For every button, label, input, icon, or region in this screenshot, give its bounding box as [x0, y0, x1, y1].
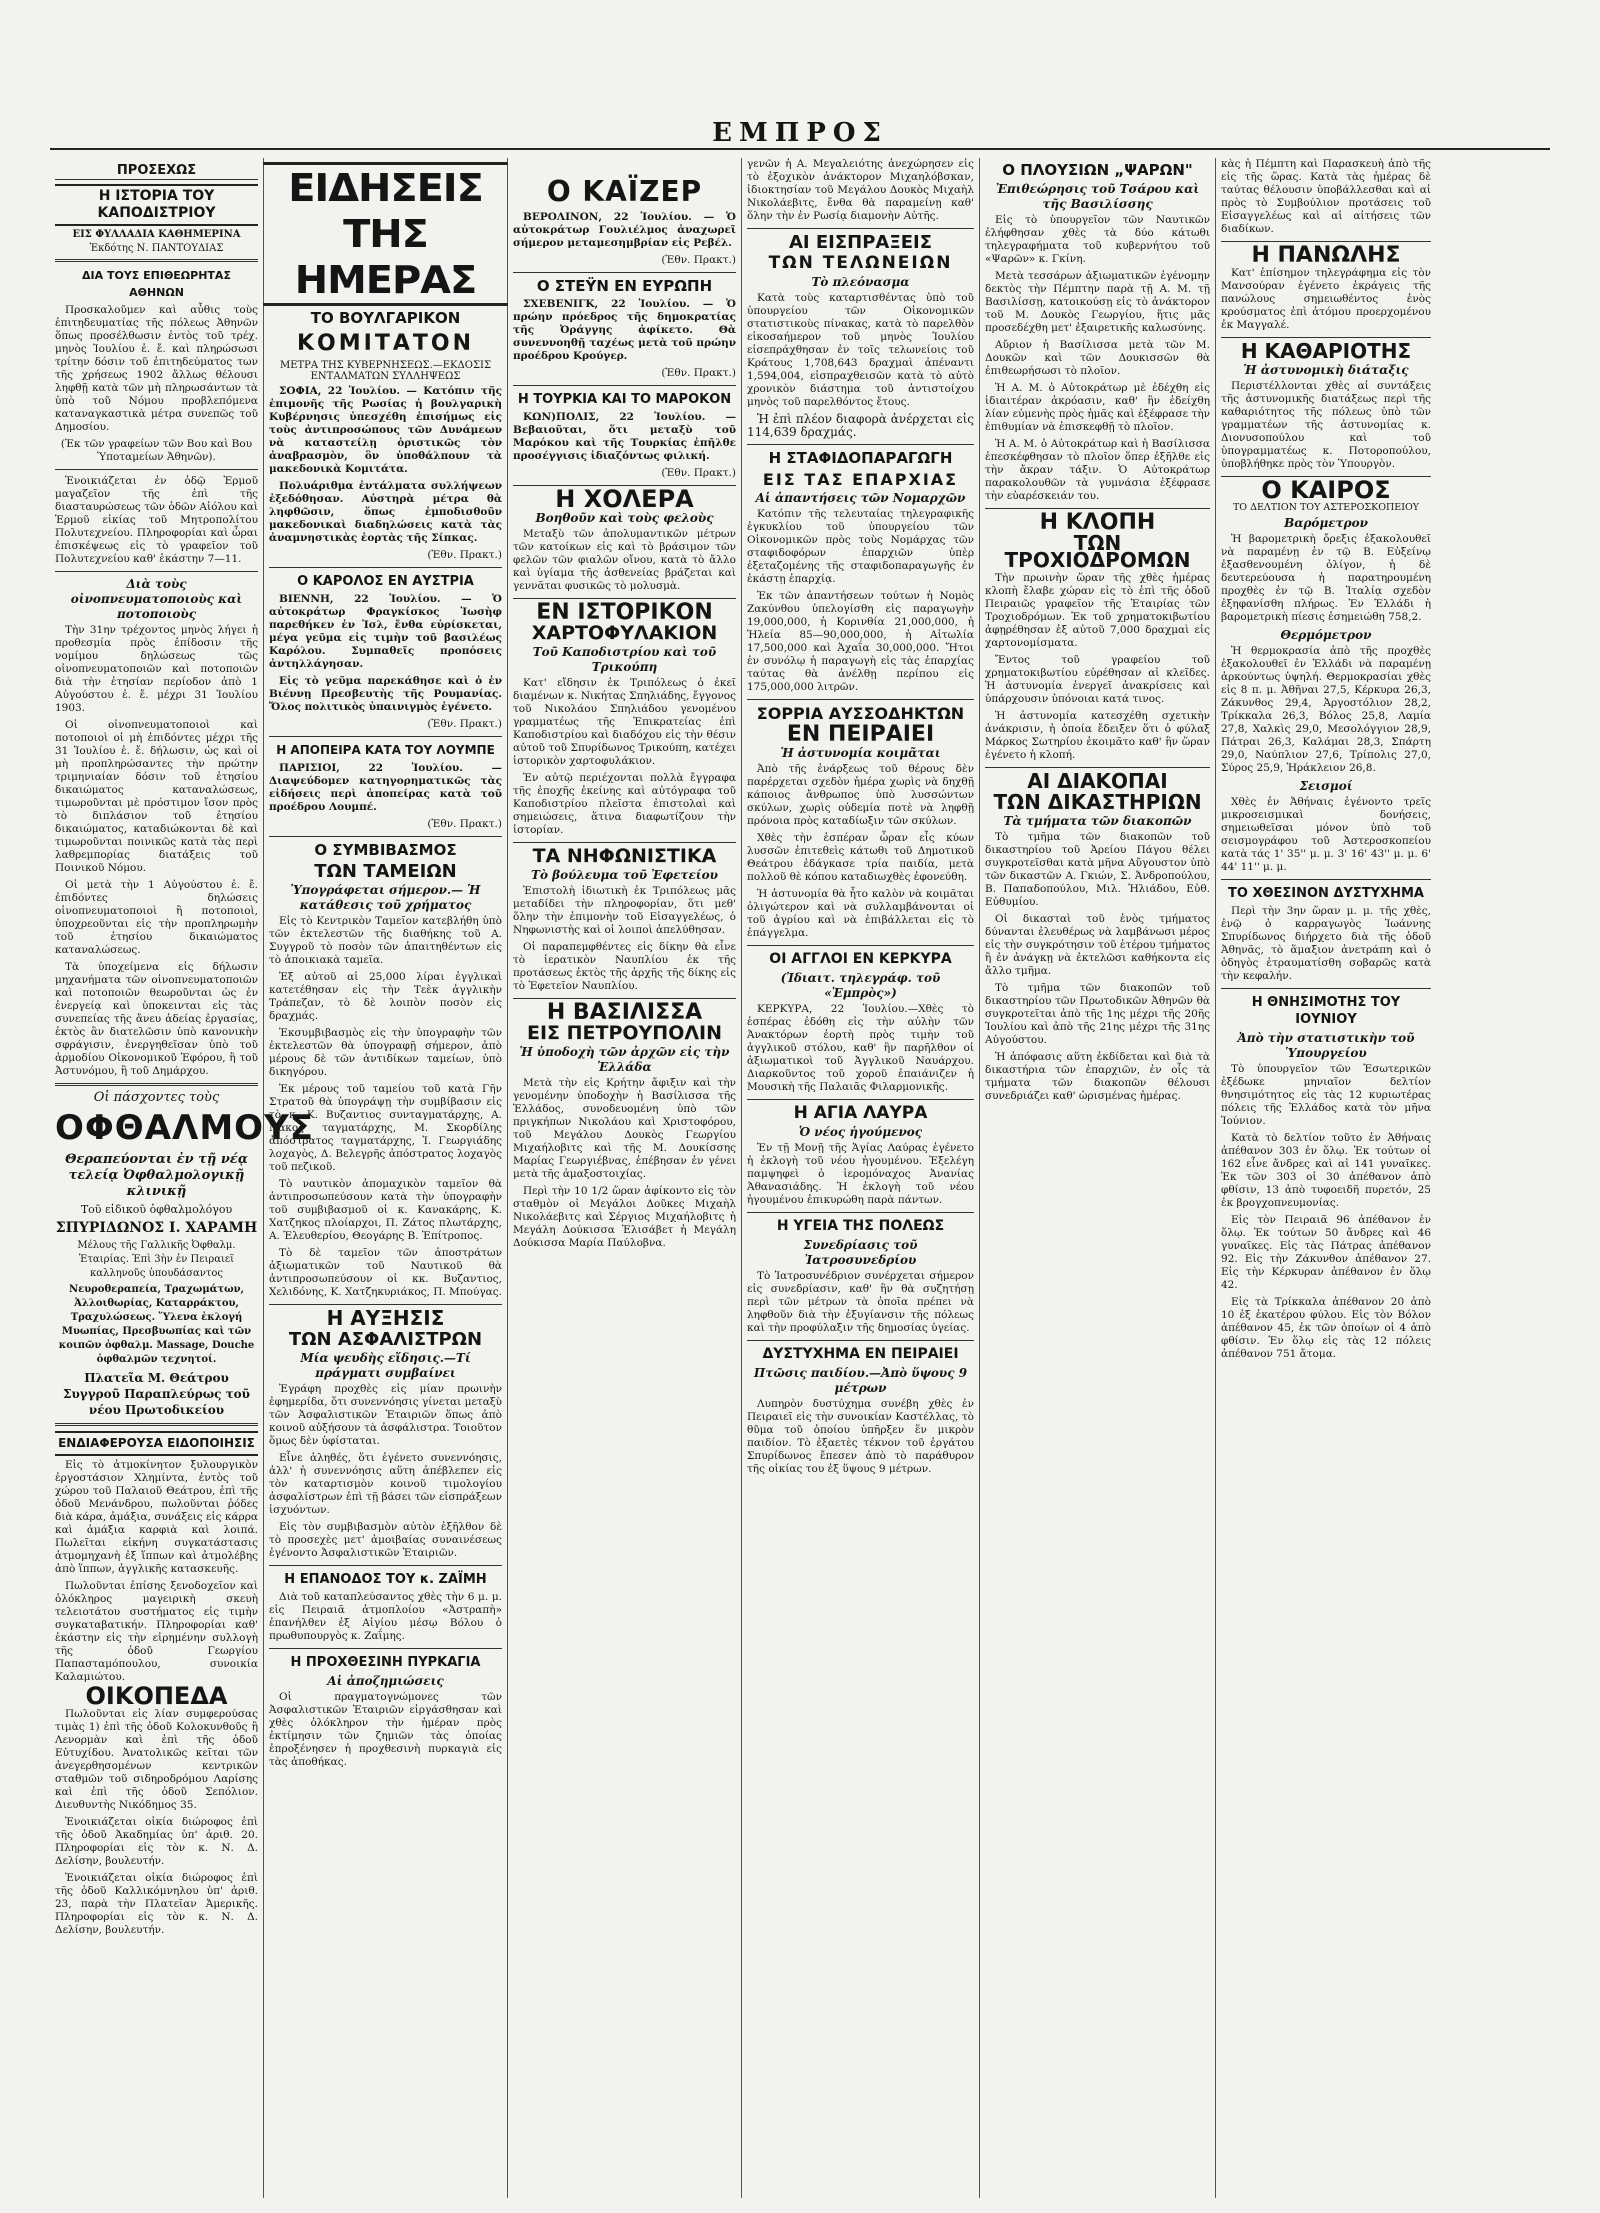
thnisimotis-body-4: Εἰς τὰ Τρίκκαλα ἀπέθανον 20 ἀπὸ 10 ἐξ ἑκατέρου φύλου. Εἰς τὸν Βόλον ἀπέθανον 45, ἐκ τῶν ὁποίων οἱ 4 ἀπὸ φθίσιν. Ἐν ὅλῳ εἰς τὰς 12 πόλεις ἀπέθανον 751 ἄτομα. — [1221, 1296, 1431, 1360]
symbivasmos-title: ΤΩΝ ΤΑΜΕΙΩΝ — [314, 861, 457, 882]
eisprakseis-body: Κατὰ τοὺς καταρτισθέντας ὑπὸ τοῦ ὑπουργείου τῶν Οἰκονομικῶν στατιστικοὺς πίνακας, κατὰ τὸ παρελθὸν εἰκοσαήμερον τοῦ μηνὸς Ἰουλίου εἰσεπράχθησαν ἐν τοῖς τελωνείοις τοῦ Κράτους 1,708,643 δραχμαὶ ἀπέναντι 1,594,004, εἰσπραχθεισῶν κατὰ τὸ αὐτὸ χρονικὸν διάστημα τοῦ ἀντιστοίχου μηνὸς τοῦ παρελθόντος ἔτους. — [747, 292, 974, 408]
tourkia-body: ΚΩΝ)ΠΟΛΙΣ, 22 Ἰουλίου. — Βεβαιοῦται, ὅτι μεταξὺ τοῦ Μαρόκου καὶ τῆς Τουρκίας ἐπῆλθε προσέγγισις ἰδιαζόντως φιλική. — [513, 411, 736, 462]
kaizer-sign: (Ἐθν. Πρακτ.) — [661, 254, 736, 266]
komitaton-sub: ΜΕΤΡΑ ΤΗΣ ΚΥΒΕΡΝΗΣΕΩΣ.—ΕΚΔΟΣΙΣ ΕΝΤΑΛΜΑΤΩΝ ΣΥΛΛΗΨΕΩΣ — [279, 360, 492, 382]
column-2 — [264, 158, 508, 2198]
diakopai-body-2: Οἱ δικασταὶ τοῦ ἑνὸς τμήματος δύνανται ἐλευθέρως νὰ λαμβάνωσι μέρος εἰς τὴν συγκρότησιν τοῦ ἑτέρου τμήματος ἢ ἐν ἀνάγκῃ νὰ ἐκτελῶσι καθήκοντα εἰς ἄλλο τμῆμα. — [985, 913, 1210, 977]
masthead — [50, 118, 1550, 150]
stafida-sub: Αἱ ἀπαντήσεις τῶν Νομαρχῶν — [755, 491, 966, 505]
oinopneuma-body: Τὴν 31ην τρέχοντος μηνὸς λήγει ἡ προθεσμία πρὸς ἐπίδοσιν τῆς νομίμου δηλώσεως τῶς οἰνοπνευματοποιῶν καὶ ποτοποιῶν διὰ τὴν ἐτησίαν περίοδον ἀπὸ 1 Αὐγούστου ἐ. ἔ. μέχρι 31 Ἰουλίου 1903. — [55, 624, 258, 714]
nifonistika-title: ΤΑ ΝΗΦΩΝΙΣΤΙΚΑ — [532, 845, 717, 867]
afxisis-pre: Η ΑΥΞΗΣΙΣ — [326, 1306, 445, 1330]
epitheoresis-sign: (Ἐκ τῶν γραφείων τῶν Βου καὶ Βου Ὑποταμείων Ἀθηνῶν). — [60, 438, 253, 463]
symbivasmos-body: Εἰς τὸ Κεντρικὸν Ταμεῖον κατεβλήθη ὑπὸ τῶν ἐκτελεστῶν τῆς διαθήκης τοῦ Α. Συγγροῦ τὸ ποσὸν τῶν ἀπαιτηθέντων εἰς τὸ ἀποικιακὰ ταμεῖα. — [269, 915, 502, 966]
sorria-sub: Ἡ ἀστυνομία κοιμᾶται — [780, 746, 941, 760]
cholera-sub: Βοηθοῦν καὶ τοὺς φελοὺς — [535, 511, 714, 525]
ophth-desc: Μέλους τῆς Γαλλικῆς Ὀφθαλμ. Ἑταιρίας. Ἐπὶ 3ὴν ἐν Πειραιεῖ καλληνοῦς ὑπουδάσαντος — [77, 1240, 236, 1279]
istorikon-sub: Τοῦ Καποδιστρίου καὶ τοῦ Τρικούπη — [532, 645, 717, 674]
karolos-body: ΒΙΕΝΝΗ, 22 Ἰουλίου. — Ὁ αὐτοκράτωρ Φραγκίσκος Ἰωσὴφ παρεθήκεν ἐν Ἰσλ, ἔνθα εὑρίσκεται, μέγα γεῦμα εἰς τιμὴν τοῦ βασιλέως Καρόλου. Συμπαθεῖς προπόσεις ἀντηλλάγησαν. — [269, 593, 502, 670]
sorria-body-3: Ἡ ἀστυνομία θὰ ἦτο καλὸν νὰ κοιμᾶται ὀλιγώτερον καὶ νὰ συλλαμβάνονται οἱ τοῦ ἀγρίου καὶ νὰ ἐπιβάλλεται εἰς τὸ ἐπάγγελμα. — [747, 888, 974, 939]
symbivasmos-pre: Ο ΣΥΜΒΙΒΑΣΜΟΣ — [314, 841, 457, 859]
nifonistika-body: Ἐπιστολὴ ἰδιωτικὴ ἐκ Τριπόλεως μᾶς μεταδίδει τὴν πληροφορίαν, ὅτι μεθ' ὅλην τὴν ἐπιμονὴν τοῦ Εἰσαγγελέως, ὁ Νηφωνιστὴς καὶ οἱ λοιποὶ ἀπελύθησαν. — [513, 885, 736, 936]
pyrkagia-title: Η ΠΡΟΧΘΕΣΙΝΗ ΠΥΡΚΑΓΙΑ — [290, 1655, 481, 1670]
kairos-barometer-head: Βαρόμετρον — [1284, 516, 1368, 530]
eidopoiiseis-body-2: Πωλοῦνται ἐπίσης ξενοδοχεῖον καὶ ὁλόκληρος μαγειρικὴ σκευὴ τελειοτάτου συστήματος εἰς τιμὴν συγκαταβατικήν. Πληροφορίαι καθ' ἑκάστην εἰς τὴν εἰρημένην συλλογὴ τῆς ὁδοῦ Γεωργίου Παπασταμόπουλου, συνοικία Καλαμιώτου. — [55, 1580, 258, 1683]
kairos-thermometer-head: Θερμόμετρον — [1280, 628, 1372, 642]
column-6 — [1216, 158, 1436, 2198]
mikh-body: γενῶν ἡ Α. Μεγαλειότης ἀνεχώρησεν εἰς τὸ ἐξοχικὸν ἀνάκτορον Μιχαηλόβσκαν, ἰδιοκτησίαν τοῦ Μεγάλου Δουκὸς Μιχαὴλ Νικολάεβιτς, ἔνθα θὰ παραμείνῃ καθ' ὅλην τὴν ἐν Ρωσίᾳ διαμονὴν Αὐτῆς. — [747, 158, 974, 222]
oikopeda-title: ΟΙΚΟΠΕΔΑ — [85, 1682, 228, 1710]
symbivasmos-body-2: Ἐξ αὐτοῦ αἱ 25,000 λίραι ἐγγλικαὶ κατετέθησαν εἰς τὴν Τεὲκ ἀγγλικὴν Τράπεζαν, τὸ δὲ λοιπὸν ποσὸν εἰς δραχμάς. — [269, 971, 502, 1022]
komitaton-body-2: Πολυάριθμα ἐντάλματα συλλήψεων ἐξεδόθησαν. Αὐστηρὰ μέτρα θὰ ληφθῶσιν, ὅπως ἐμποδισθοῦν μακεδονικαὶ διαδηλώσεις κατὰ τὰς ἀναμνηστικὰς ἑορτὰς τῆς Σίπκας. — [269, 480, 502, 544]
kaizer-title: Ο ΚΑΪΖΕΡ — [546, 175, 703, 208]
apopeira-sign: (Ἐθν. Πρακτ.) — [427, 818, 502, 830]
col6-top-body: κὰς ἡ Πέμπτη καὶ Παρασκευὴ ἀπὸ τῆς εἰς τῆς ὥρας. Κατὰ τὰς ἡμέρας δὲ ταύτας θέλουσιν ὑποβάλλεσθαι καὶ αἱ πρὸς τὸ Συμβούλιον προτάσεις τοῦ Εἰσαγγελέως καὶ αἱ αἰτήσεις τῶν διαδίκων. — [1221, 158, 1431, 235]
lavra-title: Η ΑΓΙΑ ΛΑΥΡΑ — [793, 1103, 928, 1123]
diakopai-body-4: Ἡ ἀπόφασις αὕτη ἐκδίδεται καὶ διὰ τὰ δικαστήρια τῶν ἐπαρχιῶν, ἐν οἷς τὰ τμήματα τῶν διακοπῶν θέλουσι συνεδριάζει καθ' ὡρισμένας ἡμέρας. — [985, 1051, 1210, 1102]
kapodistria-author: Ἐκδότης Ν. ΠΑΝΤΟΥΔΙΑΣ — [89, 243, 224, 254]
oinopneuma-body-4: Τὰ ὑποχείμενα εἰς δήλωσιν μηχανήματα τῶν οἰνοπνευματοποιῶν καὶ ποτοποιῶν θεωροῦνται ὡς ἐν ἐνεργείᾳ καὶ ὑποκεινται εἰς τὰς συνεπείας τῆς ἄνευ ἀδείας ἐργασίας, ἐκτὸς ἂν διατελῶσιν ὑπὸ κανονικὴν σφράγισιν, ἐνεργηθεῖσαν ὑπὸ τοῦ ἁρμοδίου Οἰκονομικοῦ Ἐφόρου, ἢ τοῦ Ἀστυνόμου, ἢ τοῦ Δημάρχου. — [55, 961, 258, 1077]
thnisimotis-title: Η ΘΝΗΣΙΜΟΤΗΣ ΤΟΥ ΙΟΥΝΙΟΥ — [1251, 995, 1401, 1027]
diakopai-title: ΤΩΝ ΔΙΚΑΣΤΗΡΙΩΝ — [993, 790, 1202, 814]
sorria-pre: ΣΟΡΡΙΑ ΑΥΣΣΟΔΗΚΤΩΝ — [756, 704, 965, 723]
tameion-body-3: Τὸ δὲ ταμεῖον τῶν ἀποστράτων ἀξιωματικῶν τοῦ Ναυτικοῦ θὰ ἀντιπροσωπεύσουν οἱ κκ. Βυζαντιος, Χελιδόνης, Κ. Χατζηκυριάκος, Π. Μπούγας. — [269, 1247, 502, 1298]
thnisimotis-body: Τὸ ὑπουργεῖον τῶν Ἐσωτερικῶν ἐξέδωκε μηνιαῖον δελτίον θνησιμότητος εἰς τὰς 12 κυριωτέρας πόλεις τῆς Ἑλλάδος κατὰ τὸν μῆνα Ἰούνιον. — [1221, 1063, 1431, 1127]
vasilissa-body: Μετὰ τὴν εἰς Κρήτην ἄφιξιν καὶ τὴν γενομένην ὑποδοχὴν ἡ Βασίλισσα τῆς Ἑλλάδος, συνοδευομένη ὑπὸ τῶν πριγκήπων Νικολάου καὶ Χριστοφόρου, τοῦ Μεγάλου Δουκὸς Γεωργίου Μιχαήλοβιτς καὶ τῆς Μ. Δουκίσσης Μαρίας Γεωργιέβνας, ἐπέβησαν ἐν γένει μετὰ τῆς ἀμαξοστοιχίας. — [513, 1077, 736, 1180]
oinopneuma-body-3: Οἱ μετὰ τὴν 1 Αὐγούστου ἐ. ἔ. ἐπιδόντες δηλώσεις οἰνοπνευματοποιοὶ ἢ ποτοποιοὶ, ὑποχρεοῦνται εἰς τὴν προπληρωμὴν τοῦ ἐτησίου δικαιώματος καταναλώσεως. — [55, 879, 258, 956]
newspaper-columns — [50, 158, 1550, 2198]
column-5 — [980, 158, 1216, 2198]
ygeia-sub: Συνεδρίασις τοῦ Ἰατροσυνεδρίου — [803, 1238, 918, 1267]
agglos-sub: (Ἰδιαιτ. τηλεγράφ. τοῦ «Ἐμπρὸς») — [780, 971, 941, 1000]
sorria-title: ΕΝ ΠΕΙΡΑΙΕΙ — [786, 722, 935, 747]
agglos-body: ΚΕΡΚΥΡΑ, 22 Ἰουλίου.—Χθὲς τὸ ἑσπέρας ἐδόθη εἰς τὴν αὐλὴν τῶν Ἀνακτόρων ἐορτὴ πρὸς τιμὴν τοῦ ἀγγλικοῦ στόλου, καθ' ἣν παρῆλθον οἱ ἀξιωματικοὶ τοῦ Ἀγγλικοῦ Ναυάρχου. Διαρκοῦντος τοῦ χοροῦ ἐπαιάνιζεν ἡ Μουσικὴ τῆς Παλαιᾶς Φιλαρμονικῆς. — [747, 1003, 974, 1093]
kapodistria-title: Η ΙΣΤΟΡΙΑ ΤΟΥ ΚΑΠΟΔΙΣΤΡΙΟΥ — [55, 184, 258, 226]
kairos-seismoi-body: Χθὲς ἐν Ἀθήναις ἐγένοντο τρεῖς μικροσεισμικαὶ δονήσεις, σημειωθεῖσαι μόνον ὑπὸ τοῦ σεισμογράφου τοῦ Ἀστεροσκοπείου κατὰ τάς 1' 35'' μ. μ. 3' 16' 43'' μ. μ. 6' 44' 11'' μ. μ. — [1221, 796, 1431, 873]
ophth-sub: Θεραπεύονται ἐν τῇ νέᾳ τελείᾳ Ὀφθαλμολογικῇ κλινικῇ — [65, 1152, 248, 1199]
thnisimotis-body-3: Εἰς τὸν Πειραιᾶ 96 ἀπέθανον ἐν ὅλῳ. Ἐκ τούτων 50 ἄνδρες καὶ 46 γυναῖκες. Εἰς τὰς Πάτρας ἀπέθανον 92. Εἰς τὴν Ζάκυνθον ἀπέθανον 27. Εἰς τὴν Κέρκυραν ἀπέθανον ἐν ὅλῳ 42. — [1221, 1214, 1431, 1291]
komitaton-title: ΚΟΜΙΤΑΤΟΝ — [297, 331, 474, 356]
kairos-barometer-body: Ἡ βαρομετρικὴ ὄρεξις ἐξακολουθεῖ νὰ παραμένῃ ἐν τῷ Β. Εὐξείνῳ ἐξασθενουμένη ὀλίγον, ἡ δὲ δευτερεύουσα ἡ παρατηρουμένη προχθὲς ἐν τῷ Β. Ἰταλίᾳ σχεδὸν ἐξηφανίσθη πλήρως. Ἐν Ἑλλάδι ἡ βαρομετρικὴ πίεσις ἐσημειώθη 758,2. — [1221, 533, 1431, 623]
karolos-title: Ο ΚΑΡΟΛΟΣ ΕΝ ΑΥΣΤΡΙΑ — [297, 574, 474, 589]
ophth-pre: Οἱ πάσχοντες τοὺς — [93, 1090, 220, 1105]
stafida-body: Κατόπιν τῆς τελευταίας τηλεγραφικῆς ἐγκυκλίου τοῦ ὑπουργείου τῶν Οἰκονομικῶν πρὸς τοὺς Νομάρχας τῶν σταφιδοφόρων ἐπαρχιῶν ὑπὲρ ἐξεταζομένης τῆς σταφιδοπαραγωγῆς ἐν ἑκάστῃ ἐπαρχίᾳ. — [747, 508, 974, 585]
epanodos-title: Η ΕΠΑΝΟΔΟΣ ΤΟΥ κ. ΖΑΪΜΗ — [284, 1572, 487, 1587]
column-4 — [742, 158, 980, 2198]
dystychima2-title: ΤΟ ΧΘΕΣΙΝΟΝ ΔΥΣΤΥΧΗΜΑ — [1228, 886, 1424, 901]
column-1 — [50, 158, 314, 2198]
epanodos-body: Διὰ τοῦ καταπλεύσαντος χθὲς τὴν 6 μ. μ. εἰς Πειραιᾶ ἀτμοπλοίου «Ἀστραπὴ» ἐπανήλθεν ἐξ Αἰγίου μέσῳ Βόλου ὁ πρωθυπουργὸς κ. Ζαΐμης. — [269, 1591, 502, 1642]
tameion-body-2: Τὸ ναυτικὸν ἀπομαχικὸν ταμεῖον θὰ ἀντιπροσωπεύσουν κατὰ τὴν ὑπογραφὴν τοῦ συμβιβασμοῦ οἱ κ. Κανακάρης, Κ. Χατζηκος πλοίαρχοι, Π. Ζάτος πλωτάρχης, Α. Ἐλευθερίου, Θεογάρης Β. Ἐπίτροπος. — [269, 1178, 502, 1242]
steyn-sign: (Ἐθν. Πρακτ.) — [661, 367, 736, 379]
steyn-body: ΣΧΕΒΕΝΙΓΚ, 22 Ἰουλίου. — Ὁ πρώην πρόεδρος τῆς δημοκρατίας τῆς Ὀράγγης ἀφίκετο. Θὰ συνεννοηθῇ ταχέως μετὰ τοῦ πρώην προέδρου Κρούγερ. — [513, 298, 736, 362]
symbivasmos-sub: Ὑπογράφεται σήμερον.— Ἡ κατάθεσις τοῦ χρήματος — [290, 883, 481, 912]
istorikon-title: ΧΑΡΤΟΦΥΛΑΚΙΟΝ — [531, 622, 718, 644]
ophth-services: Νευροθεραπεία, Τραχωμάτων, Ἀλλοιθωρίας, Καταρράκτου, Τραχυλώσεως. Ὕλενα ἐκλογή Μυωπίας, Πρεσβυωπίας καὶ τῶν κοιπῶν ὀφθαλμ. Massage, Douche ὀφθαλμῶν τεχνητοί. — [58, 1284, 255, 1365]
oinopneuma-body-2: Οἱ οἰνοπνευματοποιοὶ καὶ ποτοποιοὶ οἱ μὴ ἐπιδόντες μέχρι τῆς 31 Ἰουλίου ἐ. ἔ. δήλωσιν, ὡς καὶ οἱ μὴ προπληρώσαντες τὴν πρώτην τριμηνιαίαν δόσιν τοῦ ἐτησίου δικαιώματος καταναλώσεως, τιμωροῦνται μὲ πρόστιμον ἴσον πρὸς τὸ διπλάσιον τοῦ ἐτησίου δικαιώματος, καταδιώκονται δὲ καὶ τιμωροῦνται ποινικῶς κατὰ τὰς περὶ λαθρεμπορίας διατάξεις τοῦ Ποινικοῦ Νόμου. — [55, 719, 258, 874]
dystychima-title: ΔΥΣΤΥΧΗΜΑ ΕΝ ΠΕΙΡΑΙΕΙ — [762, 1346, 959, 1362]
stafida-pre: Η ΣΤΑΦΙΔΟΠΑΡΑΓΩΓΗ — [768, 449, 953, 467]
plousion-body-2: Μετὰ τεσσάρων ἀξιωματικῶν ἐγένομην δεκτὸς τὴν Πέμπτην παρὰ τῇ Α. Μ. τῇ Βασιλίσσῃ, κατοικούσῃ εἰς τὸ ἀνάκτορον τοῦ Μ. Δουκὸς Γεωργίου, ἥτις μᾶς προσεδέχθη μετ' ἐξαιρετικῆς καλωσύνης. — [985, 270, 1210, 334]
kopi-body-2: Ἔντος τοῦ γραφείου τοῦ χρηματοκιβωτίου εὑρέθησαν αἱ κλεῖδες. Ἡ ἀστυνομία ἐνεργεῖ ἀνακρίσεις καὶ ὑπάρχουσιν ὑπόνοιαι κατά τινος. — [985, 654, 1210, 705]
apopeira-title: Η ΑΠΟΠΕΙΡΑ ΚΑΤΑ ΤΟΥ ΛΟΥΜΠΕ — [276, 743, 495, 757]
dystychima-sub: Πτῶσις παιδίου.—Ἀπὸ ὕψους 9 μέτρων — [753, 1366, 968, 1395]
dystychima-body: Λυπηρὸν δυστύχημα συνέβη χθὲς ἐν Πειραιεῖ εἰς τὴν συνοικίαν Καστέλλας, τὸ θῦμα τοῦ ὁποίου ὑπῆρξεν ἕν μικρὸν παιδίον. Τὸ ἐξαετὲς τέκνον τοῦ ἐργάτου Σπυρίδωνος ἔπεσεν ἀπὸ τὸ παράθυρον τῆς οἰκίας του ἐξ ὕψους 9 μέτρων. — [747, 1398, 974, 1475]
thnisimotis-body-2: Κατὰ τὸ δελτίον τοῦτο ἐν Ἀθήναις ἀπέθανον 303 ἐν ὅλῳ. Ἐκ τούτων οἱ 162 εἶνε ἄνδρες καὶ αἱ 141 γυναῖκες. Ἐκ τῶν 303 οἱ 30 ἀπέθανον ἀπὸ φθίσιν, 13 ἀπὸ τυφοειδῆ πυρετόν, 25 ἐκ βρογχοπνευμονίας. — [1221, 1132, 1431, 1209]
ophth-of: Τοῦ εἰδικοῦ ὀφθαλμολόγου — [80, 1203, 233, 1216]
eisprakseis-title: ΤΩΝ ΤΕΛΩΝΕΙΩΝ — [768, 253, 953, 273]
vasilissa-sub: Ἡ ὑποδοχὴ τῶν ἀρχῶν εἰς τὴν Ἑλλάδα — [519, 1045, 730, 1074]
afxisis-body-3: Εἰς τὸν συμβιβασμὸν αὐτὸν ἐξῆλθον δὲ τὸ προσεχὲς μετ' ἀμοιβαίας συναινέσεως ἐγένοντο Ἀσφαλιστικῶν Ἑταιριῶν. — [269, 1521, 502, 1559]
ophth-doctor: ΣΠΥΡΙΔΩΝΟΣ Ι. ΧΑΡΑΜΗ — [55, 1220, 258, 1236]
afxisis-body: Ἐγράφη προχθὲς εἰς μίαν πρωινὴν ἐφημερίδα, ὅτι συνεννόησις γίνεται μεταξὺ τῶν Ἀσφαλιστικῶν Ἑταιριῶν ὅπως ἀπὸ κοινοῦ αὐξήσουν τὰ ἀσφάλιστρα. Τοιοῦτον ὅμως δὲν ὑφίσταται. — [269, 1383, 502, 1447]
katharotis-body: Περιστέλλονται χθὲς αἱ συντάξεις τῆς ἀστυνομικῆς διατάξεως περὶ τῆς καθαριότητος τῆς πόλεως ὑπὸ τῶν γραμματέων τῆς ἀστυνομίας κ. Διονυσοπούλου καὶ τοῦ ὑπογραμματέως κ. Ποτοροπούλου, ὑποβλήθηκε πρὸς τὸν Ὑπουργὸν. — [1221, 380, 1431, 470]
cholera-body: Μεταξὺ τῶν ἀπολυμαντικῶν μέτρων τῶν κατοίκων εἰς καὶ τὸ βράσιμον τῶν φελῶν τῶν φιαλῶν οἴνου, κατὰ τὸ ἄλλο καὶ ὑγίαμα τῆς ἀσθενείας βράζεται καὶ γεννᾶται φυσικῶς τὸ μολυσμὰ. — [513, 528, 736, 592]
plousion-title: Ο ΠΛΟΥΣΙΩΝ „ΨΑΡΩΝ" — [1002, 161, 1193, 179]
kopi-title: ΤΩΝ ΤΡΟΧΙΟΔΡΟΜΩΝ — [1004, 531, 1191, 572]
tourkia-sign: (Ἐθν. Πρακτ.) — [661, 467, 736, 479]
plousion-body: Εἰς τὸ ὑπουργεῖον τῶν Ναυτικῶν ἐλήφθησαν χθὲς τὰ δύο κάτωθι τηλεγραφήματα τοῦ κυβερνήτου τοῦ «Ψαρῶν» κ. Γκίνη. — [985, 214, 1210, 265]
panolis-title: Η ΠΑΝΩΛΗΣ — [1251, 243, 1401, 268]
enoikiazetai-ad-1: Ἐνοικιάζεται ἐν ὁδῷ Ἑρμοῦ μαγαζεῖον τῆς ἐπὶ τῆς διασταυρώσεως τῶν ὁδῶν Αἰόλου καὶ Ἑρμοῦ εἰκίας τοῦ Μητροπολίτου Πολυτεχνείου. Πληροφορίαι καὶ ὧραι ἐπισκέψεως εἰς τὸ γραφεῖον τοῦ Πολυτεχνείου καθ' ἑκάστην 7—11. — [55, 475, 258, 565]
apopeira-body: ΠΑΡΙΣΙΟΙ, 22 Ἰουλίου. —Διαψεύδομεν κατηγορηματικῶς τὰς εἰδήσεις περὶ ἀποπείρας κατὰ τοῦ προέδρου Λουμπέ. — [269, 762, 502, 813]
column-3 — [508, 158, 742, 2198]
diakopai-pre: ΑΙ ΔΙΑΚΟΠΑΙ — [1027, 769, 1168, 793]
kopi-pre: Η ΚΛΟΠΗ — [1039, 510, 1156, 535]
panolis-body: Κατ' ἐπίσημον τηλεγράφημα εἰς τὸν Μανσούραν ἐγένετο ἐκράγεις τῆς πανώλους σημειωθέντος ἑνὸς κρούσματος ἐπὶ ἀτόμου προερχομένου ἐκ Μαγγαλέ. — [1221, 267, 1431, 331]
eidopoiiseis-body: Εἰς τὸ ἀτμοκίνητον ξυλουργικὸν ἐργοστάσιον Χλημίντα, ἐντὸς τοῦ χώρου τοῦ Παλαιοῦ Θεάτρου, ἐπὶ τῆς ὁδοῦ Μενάνδρου, πωλοῦνται ῥόδες διὰ κάρα, ἀμάξια, συνάξεις εἰς κάρρα καὶ ἀμάξια καρφιὰ καὶ λοιπά. Πωλεῖται εἰκήνη συγκατάστασις ἀτμομηχανὴ ἐξ ἵππων καὶ ἀτμολέβης ἀπὸ ἵππων, ἀγγλικῆς κατασκευῆς. — [55, 1459, 258, 1575]
afxisis-title: ΤΩΝ ΑΣΦΑΛΙΣΤΡΩΝ — [288, 1329, 483, 1350]
nifonistika-sub: Τὸ βούλευμα τοῦ Ἐφετείου — [531, 868, 718, 882]
stafida-body-2: Ἐκ τῶν ἀπαντήσεων τούτων ἡ Νομὸς Ζακύνθου ὑπελογίσθη εἰς παραγωγὴν 19,000,000, ἡ Κορινθία 21,000,000, ἡ Ἠλεία 85—90,000,000, ἡ Αἰτωλία 17,500,000 καὶ Ἀχαΐα 30,000,000. Ἤτοι ἐν συνόλῳ ἡ παραγωγὴ εἰς τὰς ἐπαρχίας ταύτας θὰ ἀνέλθῃ περίπου εἰς 175,000,000 λιτρῶν. — [747, 590, 974, 693]
oinopneuma-title: Διὰ τοὺς οἰνοπνευματοποιοὺς καὶ ποτοποιοὺς — [70, 577, 243, 621]
vasilissa-body-2: Περὶ τὴν 10 1/2 ὥραν ἀφίκοντο εἰς τὸν σταθμὸν οἱ Μεγάλοι Δοῦκες Μιχαὴλ Νικολάεβιτς καὶ Σέργιος Μιχαήλοβιτς ἡ Μεγάλη Δούκισσα Ἐλισάβετ ἡ Μεγάλη Δούκισσα Μαρία Παύλοβνα. — [513, 1185, 736, 1249]
vasilissa-title: ΕΙΣ ΠΕΤΡΟΥΠΟΛΙΝ — [526, 1022, 723, 1044]
masthead-title: ΕΜΠΡΟΣ — [712, 118, 888, 148]
thnisimotis-sub: Ἀπὸ τὴν στατιστικὴν τοῦ Ὑπουργείου — [1237, 1031, 1415, 1060]
kairos-thermometer-body: Ἡ θερμοκρασία ἀπὸ τῆς προχθὲς ἐξακολουθεῖ ἐν Ἑλλάδι νὰ παραμένῃ ἀρκούντως ὑψηλή. Θερμοκρασίαι χθὲς εἰς 8 π. μ. Ἀθῆναι 27,5, Κέρκυρα 26,3, Ζάκυνθος 29,4, Ἀργοστόλιον 28,2, Τρίκκαλα 26,3, Βόλος 25,8, Λαμία 27,8, Χαλκὶς 29,0, Μεσολόγγιον 28,9, Πάτραι 26,3, Καλάμαι 28,3, Σπάρτη 29,0, Ναύπλιον 27,6, Τρίπολις 27,0, Σύρος 25,9, Ἡράκλειον 26,8. — [1221, 645, 1431, 774]
steyn-title: Ο ΣΤΕΫΝ ΕΝ ΕΥΡΩΠΗ — [536, 277, 713, 295]
istorikon-body: Κατ' εἴδησιν ἐκ Τριπόλεως ὁ ἐκεῖ διαμένων κ. Νικήτας Σπηλιάδης, ἔγγονος τοῦ Νικολάου Σπηλιάδου γενομένου γραμματέως τῆς Ἐπικρατείας ἐπὶ Καποδιστρίου καὶ διαδόχου εἰς τὴν θέσιν αὐτοῦ τοῦ Σπυρίδωνος Τρικούπη, κατέχει ἱστορικὸν χαρτοφυλάκιον. — [513, 677, 736, 767]
tourkia-title: Η ΤΟΥΡΚΙΑ ΚΑΙ ΤΟ ΜΑΡΟΚΟΝ — [517, 392, 732, 407]
lavra-sub: Ὁ νέος ἡγούμενος — [798, 1125, 923, 1139]
epitheoresis-body: Προσκαλοῦμεν καὶ αὖθις τοὺς ἐπιτηδευματίας τῆς πόλεως Ἀθηνῶν ὅπως προσέλθωσιν ἐντὸς τοῦ τρέχ. μηνὸς Ἰουλίου ἐ. ἔ. καὶ πληρώσωσι τρίτην δόσιν τοῦ ἐπιτηδεύματος των τῆς χρήσεως 1902 ἄλλως θέλουσι ληφθῇ κατὰ τῶν μὴ πληρωσάντων τὰ ὑπὸ τοῦ Νόμου προβλεπόμενα καταναγκαστικὰ μέτρα συνεπῶς τοῦ Δημοσίου. — [55, 304, 258, 433]
stafida-title: ΕΙΣ ΤΑΣ ΕΠΑΡΧΙΑΣ — [762, 470, 959, 489]
eisprakseis-sub: Τὸ πλεόνασμα — [811, 275, 910, 289]
sorria-body-2: Χθὲς τὴν ἑσπέραν ὧραν εἷς κύων λυσσῶν ἐπιτεθεὶς κάτωθι τοῦ Δημοτικοῦ Θεάτρου ἐδάγκασε τρία παιδία, μετὰ πολλοῦ θὲ κόπου καταδιωχθὲς ἐφονεύθη. — [747, 832, 974, 883]
komitaton-sign: (Ἐθν. Πρακτ.) — [427, 549, 502, 561]
kopi-body: Τὴν πρωινὴν ὥραν τῆς χθὲς ἡμέρας κλοπὴ ἔλαβε χώραν εἰς τὸ ἐπὶ τῆς ὁδοῦ Πειραιῶς γραφεῖον τῆς Ἑταιρίας τῶν Τροχιοδρόμων. Ἐκ τοῦ χρηματοκιβωτίου ἀφῃρέθησαν ἐξ αὐτοῦ 7,000 δραχμαὶ εἰς χαρτονομίσματα. — [985, 572, 1210, 649]
kopi-body-3: Ἡ ἀστυνομία κατεσχέθη σχετικὴν ἀνάκρισιν, ἡ ὁποία ἔδειξεν ὅτι ὁ φύλαξ Μάρκος Σωτηρίου ἐκοιμᾶτο καθ' ἣν ὥραν ἐγένετο ἡ κλοπή. — [985, 710, 1210, 761]
cholera-title: Η ΧΟΛΕΡΑ — [555, 485, 694, 513]
eisprakseis-pre: ΑΙ ΕΙΣΠΡΑΞΕΙΣ — [788, 232, 933, 253]
eidopoiiseis-title: ΕΝΔΙΑΦΕΡΟΥΣΑ ΕΙΔΟΠΟΙΗΣΙΣ — [55, 1431, 258, 1456]
plousion-sub: Ἐπιθεώρησις τοῦ Τσάρου καὶ τῆς Βασιλίσσης — [995, 182, 1200, 211]
kapodistria-sub: ΕΙΣ ΦΥΛΛΑΔΙΑ ΚΑΘΗΜΕΡΙΝΑ — [72, 229, 241, 240]
epitheoresis-title: ΔΙΑ ΤΟΥΣ ΕΠΙΘΕΩΡΗΤΑΣ ΑΘΗΝΩΝ — [82, 269, 231, 299]
enoikiazetai-ad-3: Ἐνοικιάζεται οἰκία διώροφος ἐπὶ τῆς ὁδοῦ Καλλικόμνηλου ὑπ' ἀριθ. 23, παρὰ τὴν Πλατεῖαν Ἀμερικῆς. Πληροφορίαι εἰς τὸν κ. Ν. Δ. Δελίσην, βουλευτήν. — [55, 1872, 258, 1936]
tameion-body: Ἐκ μέρους τοῦ ταμείου τοῦ κατὰ Γῆν Στρατοῦ θὰ ὑπογράψῃ τὴν συμβίβασιν εἰς τὸ κ. Κ. Βυζαντιος συνταγματάρχης, Α. Νάκος ταγματάρχης, Μ. Σκορδίλης ἀπόστρατος ταγματάρχης, Ἰ. Γεωργιάδης λοχαγὸς, Δ. Βελεγρῆς ἀπόστρατος λοχαγὸς τοῦ πεζικοῦ. — [269, 1083, 502, 1173]
karolos-body-2: Εἰς τὸ γεῦμα παρεκάθησε καὶ ὁ ἐν Βιέννῃ Πρεσβευτὴς τῆς Ρουμανίας. Ὅλος πολιτικὸς ὑπαινιγμὸς ἐγένετο. — [269, 675, 502, 713]
komitaton-body: ΣΟΦΙΑ, 22 Ἰουλίου. — Κατόπιν τῆς ἐπιμονῆς τῆς Ρωσίας ἡ βουλγαρικὴ Κυβέρνησις ὑπεσχέθη ἐπισήμως εἰς τοὺς ἀντιπροσώπους τῶν Δυνάμεων νὰ καταστείλῃ ὁριστικῶς τὸν ἀναβρασμὸν, ὃν ὑποθάλπουν τὰ μακεδονικὰ Κομιτάτα. — [269, 385, 502, 475]
eisprakseis-body-2: Ἡ ἐπὶ πλέον διαφορὰ ἀνέρχεται εἰς 114,639 δραχμάς. — [747, 412, 974, 439]
sorria-body: Ἀπὸ τῆς ἐνάρξεως τοῦ θέρους δὲν παρέρχεται σχεδὸν ἡμέρα χωρὶς νὰ δηχθῇ κάποιος ἄνθρωπος ὑπὸ λυσσώντων σκύλων, χωρὶς οὐδεμία ποτὲ νὰ ληφθῇ πρόνοια πρὸς καταδίωξιν τῶν σκύλων. — [747, 763, 974, 827]
kairos-seismoi-head: Σεισμοί — [1299, 779, 1353, 793]
oikopeda-body: Πωλοῦνται εἰς λίαν συμφερούσας τιμὰς 1) ἐπὶ τῆς ὁδοῦ Κολοκυνθοῦς ἢ Λενορμὰν καὶ ἐπὶ τῆς ὁδοῦ Εὐτυχίδου. Ἀνατολικῶς κεῖται τῶν ἀνεγερθησομένων κεντρικῶν σταθμῶν τοῦ σιδηροδρόμου Λαρίσης καὶ ἐπὶ τῆς ὁδοῦ Σεπόλιον. Διευθυντὴς Νικόδημος 35. — [55, 1708, 258, 1811]
lavra-body: Ἐν τῇ Μονῇ τῆς Ἁγίας Λαύρας ἐγένετο ἡ ἐκλογὴ τοῦ νέου ἡγουμένου. Ἐξελέγη παμψηφεὶ ὁ ἱερομόναχος Ἀνανίας Ἀθανασιάδης. Ἡ ἐκλογὴ τοῦ νέου ἡγουμένου ἐπικυρώθη παρὰ πάντων. — [747, 1142, 974, 1206]
ophth-address: Πλατεῖα Μ. Θεάτρου Συγγροῦ Παραπλεύρως τοῦ νέου Πρωτοδικείου — [62, 1371, 251, 1417]
afxisis-body-2: Εἶνε ἀληθές, ὅτι ἐγένετο συνεννόησις, ἀλλ' ἡ συνεννόησις αὕτη ἀπέβλεπεν εἰς τὸν καταρτισμὸν κοινοῦ τιμολογίου ἀσφαλίστρων ἐπὶ τῇ βάσει τῶν εἰσπράξεων ἰσχυόντων. — [269, 1452, 502, 1516]
diakopai-body: Τὸ τμῆμα τῶν διακοπῶν τοῦ δικαστηρίου τοῦ Ἀρείου Πάγου θέλει συγκροτεῖσθαι κατὰ μῆνα Αὔγουστον ὑπὸ τῶν δικαστῶν Α. Γκιών, Σ. Ἀνδροπούλου, Β. Παπαδοπούλου, Μιλ. Ἠλιάδου, Εὐθ. Εὐθυμίου. — [985, 831, 1210, 908]
diakopai-sub: Τὰ τμήματα τῶν διακοπῶν — [1003, 814, 1192, 828]
agglos-title: ΟΙ ΑΓΓΛΟΙ ΕΝ ΚΕΡΚΥΡΑ — [769, 951, 952, 967]
diakopai-body-3: Τὸ τμῆμα τῶν διακοπῶν τοῦ δικαστηρίου τῶν Πρωτοδικῶν Ἀθηνῶν θὰ συγκροτεῖται ἀπὸ τῆς 1ης μέχρι τῆς 20ῆς Ἰουλίου καὶ ἀπὸ τῆς 21ης μέχρι τῆς 31ης Αὐγούστου. — [985, 982, 1210, 1046]
nifonistika-body-2: Οἱ παραπεμφθέντες εἰς δίκην θὰ εἶνε τὸ ἱερατικὸν Ναυπλίου ἐκ τῆς προτάσεως ἐκτὸς τῆς ἀρχῆς τῆς δίκης εἰς τὸ Ἐφετεῖον Ναυπλίου. — [513, 941, 736, 992]
vasilissa-pre: Η ΒΑΣΙΛΙΣΣΑ — [546, 1000, 703, 1025]
plousion-body-5: Ἡ Α. Μ. ὁ Αὐτοκράτωρ καὶ ἡ Βασίλισσα ἐπεσκέφθησαν τὸ πλοῖον ὅπερ ἐξῆλθε εἰς τὴν ἄκραν τάξιν. Ὁ Αὐτοκράτωρ παρακολουθῶν τὰ γυμνάσια ἐξέφρασε τὴν εὐαρέσκειάν του. — [985, 438, 1210, 502]
plousion-body-3: Αὔριον ἡ Βασίλισσα μετὰ τῶν Μ. Δουκῶν καὶ τῶν Δουκισσῶν θὰ ἐπιθεωρήσωσι τὸ πλοῖον. — [985, 339, 1210, 377]
karolos-sign: (Ἐθν. Πρακτ.) — [427, 718, 502, 730]
enoikiazetai-ad-2: Ἐνοικιάζεται οἰκία διώροφος ἐπὶ τῆς ὁδοῦ Ἀκαδημίας ὑπ' ἀριθ. 20. Πληροφορίαι εἰς τὸν κ. Ν. Δ. Δελίσην, βουλευτήν. — [55, 1816, 258, 1867]
istorikon-body-2: Ἐν αὐτῷ περιέχονται πολλὰ ἔγγραφα τῆς ἐποχῆς ἐκείνης καὶ αὐτόγραφα τοῦ Καποδιστρίου πλεῖστα ἐπιστολαὶ καὶ σημειώσεις, ἅτινα διαφωτίζουν τὴν ἱστορίαν. — [513, 772, 736, 836]
kaizer-body: ΒΕΡΟΛΙΝΟΝ, 22 Ἰουλίου. — Ὁ αὐτοκράτωρ Γουλιέλμος ἀναχωρεῖ σήμερον μεταμεσημβρίαν εἰς Ρεβέλ. — [513, 211, 736, 249]
komitaton-pre: ΤΟ ΒΟΥΛΓΑΡΙΚΟΝ — [310, 309, 461, 327]
prosexos-header: ΠΡΟΣΕΧΩΣ — [55, 162, 258, 180]
symbivasmos-body-3: Ἐκσυμβιβασμὸς εἰς τὴν ὑπογραφὴν τῶν ἐκτελεστῶν θὰ ὑπογραφῇ σήμερον, ἀπὸ μέρους δὲ τῶν ἀντιδίκων ταμείων, ὑπὸ δικηγόρου. — [269, 1027, 502, 1078]
eidiseis-title: ΕΙΔΗΣΕΙΣ ΤΗΣ ΗΜΕΡΑΣ — [263, 162, 508, 306]
katharotis-sub: Ἡ ἀστυνομικὴ διάταξις — [1243, 363, 1409, 377]
pyrkagia-body: Οἱ πραγματογνώμονες τῶν Ἀσφαλιστικῶν Ἑταιριῶν εἰργάσθησαν καὶ χθὲς ὁλόκληρον τὴν ἡμέραν πρὸς ἐκτίμησιν τῶν ζημιῶν τὰς ὁποίας ἐπροξένησεν ἡ προχθεσινὴ πυρκαγιὰ εἰς τὰς ἀποθήκας. — [269, 1691, 502, 1768]
afxisis-sub: Μία ψευδὴς εἴδησις.—Τί πράγματι συμβαίνει — [300, 1351, 471, 1380]
pyrkagia-sub: Αἱ ἀποζημιώσεις — [327, 1674, 444, 1688]
ophth-title: ΟΦΘΑΛΜΟΥΣ — [55, 1108, 314, 1148]
kairos-title: Ο ΚΑΙΡΟΣ — [1261, 476, 1391, 504]
dystychima2-body: Περὶ τὴν 3ην ὥραν μ. μ. τῆς χθὲς, ἐνῷ ὁ καρραγωγὸς Ἰωάννης Σπυρίδωνος διήρχετο διὰ τῆς ὁδοῦ Ἀθηνᾶς, τὸ ἅμαξιον ἀνετράπη καὶ ὁ ὁδηγὸς ἐτραυματίσθη σοβαρῶς κατὰ τὴν κεφαλήν. — [1221, 905, 1431, 982]
istorikon-pre: ΕΝ ΙΣΤΟΡΙΚΟΝ — [536, 600, 713, 625]
katharotis-title: Η ΚΑΘΑΡΙΟΤΗΣ — [1240, 339, 1412, 363]
ygeia-title: Η ΥΓΕΙΑ ΤΗΣ ΠΟΛΕΩΣ — [776, 1218, 945, 1234]
plousion-body-4: Ἡ Α. Μ. ὁ Αὐτοκράτωρ μὲ ἐδέχθη εἰς ἰδιαιτέραν ἀκρόασιν, καθ' ἣν ἐδείχθη λίαν εὐμενὴς πρὸς ἡμᾶς καὶ ἐξέφρασε τὴν ἐπιθυμίαν νὰ ἐπισκεφθῇ τὸ πλοῖον. — [985, 382, 1210, 433]
kairos-sub: ΤΟ ΔΕΛΤΙΟΝ ΤΟΥ ΑΣΤΕΡΟΣΚΟΠΕΙΟΥ — [1232, 502, 1420, 513]
ygeia-body: Τὸ Ἰατροσυνέδριον συνέρχεται σήμερον εἰς συνεδρίασιν, καθ' ἣν θὰ συζητήσῃ περὶ τῶν μέτρων τὰ ὁποῖα πρέπει νὰ ληφθοῦν διὰ τὴν ἐξυγίανσιν τῆς πόλεως καὶ τὴν προφύλαξιν τῆς δημοσίας ὑγείας. — [747, 1270, 974, 1334]
